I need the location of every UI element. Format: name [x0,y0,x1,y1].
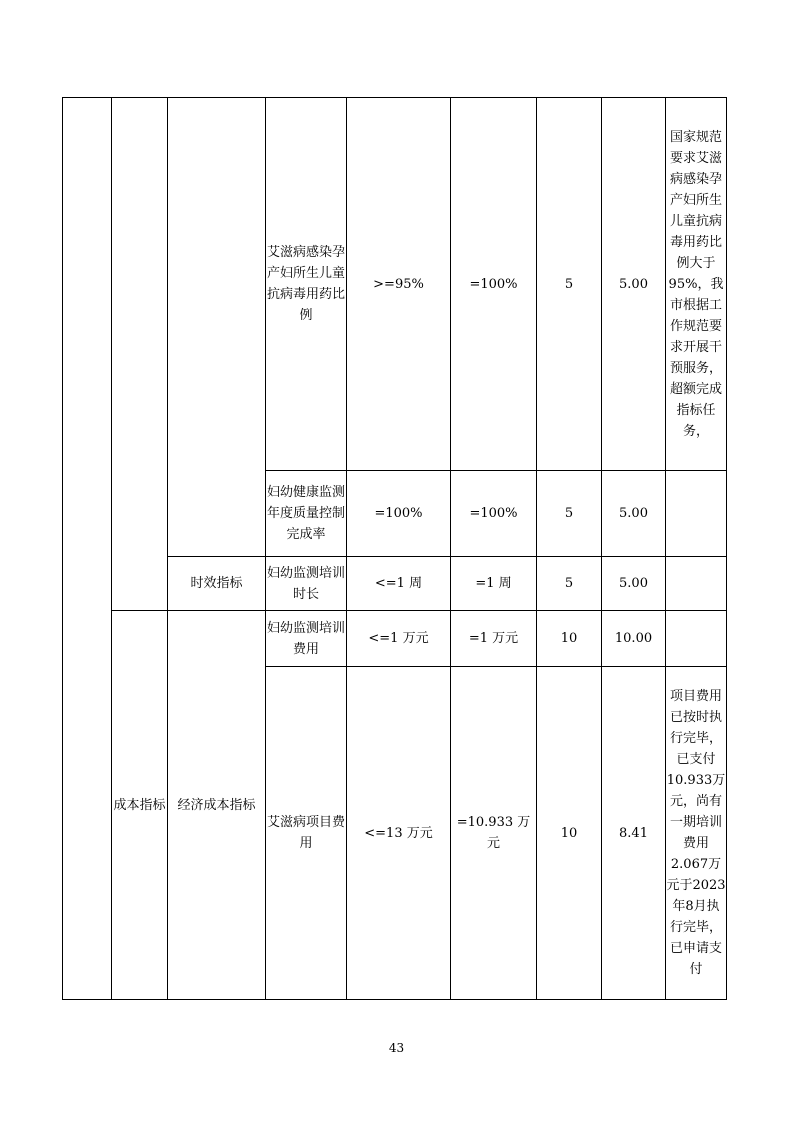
blank-third-level-cell [168,98,266,557]
remark-text [666,471,727,557]
target-value: >=95% [347,98,451,471]
blank-second-level-cell [112,98,168,611]
score-value: 5.00 [602,471,666,557]
score-value: 5.00 [602,98,666,471]
target-value: <=1 万元 [347,611,451,667]
page-number: 43 [388,1041,405,1055]
remark-text [666,557,727,611]
target-value: <=13 万元 [347,667,451,1000]
score-value: 8.41 [602,667,666,1000]
blank-first-level-cell [63,98,112,1000]
weight-value: 10 [537,667,602,1000]
indicator-name: 妇幼监测培训时长 [266,557,347,611]
score-value: 5.00 [602,557,666,611]
table-row [63,611,727,667]
weight-value: 5 [537,98,602,471]
remark-text [666,611,727,667]
secondary-indicator: 经济成本指标 [168,611,266,1000]
remark-text: 项目费用已按时执行完毕，已支付10.933万元，尚有一期培训费用2.067万元于2023年8月执行完毕，已申请支付 [666,667,727,1000]
actual-value: =100% [451,98,537,471]
indicator-name: 艾滋病感染孕产妇所生儿童抗病毒用药比例 [266,98,347,471]
weight-value: 5 [537,471,602,557]
actual-value: =1 周 [451,557,537,611]
indicator-name: 艾滋病项目费用 [266,667,347,1000]
indicator-name: 妇幼健康监测年度质量控制完成率 [266,471,347,557]
table-row [63,98,727,471]
actual-value: =100% [451,471,537,557]
weight-value: 10 [537,611,602,667]
target-value: =100% [347,471,451,557]
primary-indicator: 成本指标 [112,611,168,1000]
indicator-name: 妇幼监测培训费用 [266,611,347,667]
target-value: <=1 周 [347,557,451,611]
weight-value: 5 [537,557,602,611]
score-value: 10.00 [602,611,666,667]
performance-table [62,97,727,1000]
secondary-indicator: 时效指标 [168,557,266,611]
remark-text: 国家规范要求艾滋病感染孕产妇所生儿童抗病毒用药比例大于95%，我市根据工作规范要求开展干预服务，超额完成指标任务， [666,98,727,471]
actual-value: =1 万元 [451,611,537,667]
actual-value: =10.933 万元 [451,667,537,1000]
